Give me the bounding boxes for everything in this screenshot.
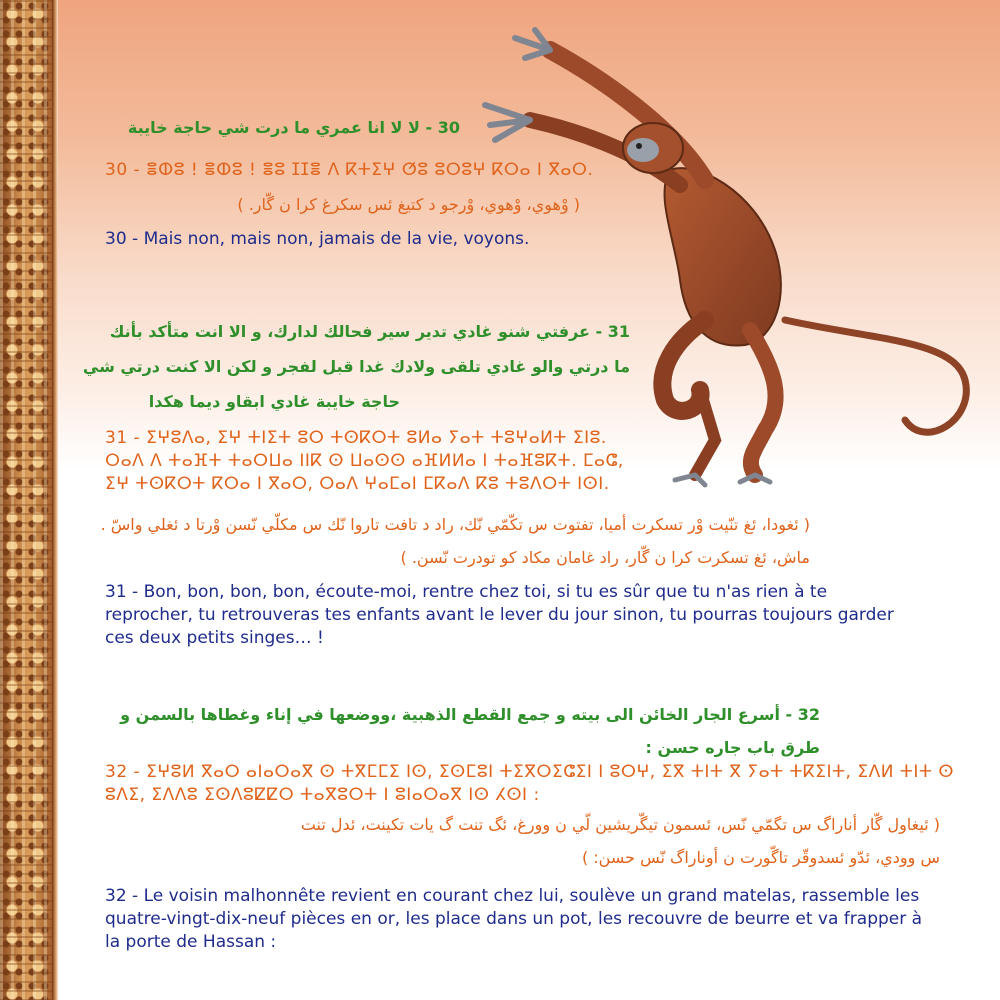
section31-berber-arabic-line2: ماش، ئغ تسكرت كرا ن گّار، راد غامان مكاد كو تودرت نّسن. ) xyxy=(400,548,810,567)
section30-arabic: 30 - لا لا انا عمري ما درت شي حاجة خايبة xyxy=(127,118,460,137)
section31-arabic-line3: حاجة خايبة غادي ابقاو ديما هكدا xyxy=(148,392,400,411)
section30-tifinagh: 30 - ⴻⵀⵓ ! ⴻⵀⵓ ! ⴻⵓ ⵊⵊⴻ ⴷ ⴽⵜⵉⵖ ⵚⵓ ⵓⵔⵓⵖ ⴽⵔⴰ ⵏ ⴳⴰⵔ. xyxy=(105,160,594,180)
border-edge xyxy=(52,0,58,1000)
ornamental-border xyxy=(0,0,52,1000)
section31-arabic-line2: ما درتي والو غادي تلقى ولادك غدا قبل لفجر و لكن الا كنت درتي شي xyxy=(82,357,630,376)
section32-berber-arabic-line2: س وودي، ئدّو ئسدوقّر تاگّورت ن أوناراگ نّس حسن: ) xyxy=(581,848,940,867)
section31-arabic-line1: 31 - عرفتي شنو غادي تدير سير فحالك لدارك، و الا انت متأكد بأنك xyxy=(109,322,630,341)
section31-french: 31 - Bon, bon, bon, bon, écoute-moi, rentre chez toi, si tu es sûr que tu n'as rien à te reprocher, tu retrouveras tes enfants avant le lever du jour sinon, tu pourras toujours garder ces deux petits singes… ! xyxy=(105,582,894,648)
section31-tifinagh-line3: ⵉⵖ ⵜⵙⴽⵔⵜ ⴽⵔⴰ ⵏ ⴳⴰⵔ, ⵔⴰⴷ ⵖⴰⵎⴰⵏ ⵎⴽⴰⴷ ⴽⵓ ⵜⵓⴷⵔⵜ ⵏⵙⵏ. xyxy=(105,474,610,494)
section31-tifinagh-line2: ⵔⴰⴷ ⴷ ⵜⴰⴼⵜ ⵜⴰⵔⵡⴰ ⵏⵏⴽ ⵙ ⵡⴰⵙⵙ ⴰⴼⵍⵍⴰ ⵏ ⵜⴰⴼⵓⴽⵜ. ⵎⴰⵛ, xyxy=(105,451,624,471)
monkey-illustration xyxy=(455,20,985,490)
section32-berber-arabic-line1: ( ئيغاول گّار أناراگ س تگمّي نّس، ئسمون تيگّريشين لّي ن وورغ، ئگ تنت گ يات تكينت، ئدل تنت xyxy=(300,815,940,834)
section32-arabic-line2: طرق باب جاره حسن : xyxy=(645,738,820,757)
section30-french: 30 - Mais non, mais non, jamais de la vie, voyons. xyxy=(105,229,530,249)
section31-berber-arabic-line1: ( ئغودا، ئغ تنّيت وْر تسكرت أميا، تفتوت س تكّمّي نّك، راد د تافت تاروا نّك س مكلّي نّسن وْرتا د ئغلي واسّ . xyxy=(100,515,810,534)
section32-tifinagh-line1: 32 - ⵉⵖⵓⵍ ⴳⴰⵔ ⴰⵏⴰⵔⴰⴳ ⵙ ⵜⴳⵎⵎⵉ ⵏⵙ, ⵉⵙⵎⵓⵏ ⵜⵉⴳⵔⵉⵛⵉⵏ ⵏ ⵓⵔⵖ, ⵉⴳ ⵜⵏⵜ ⴳ ⵢⴰⵜ ⵜⴽⵉⵏⵜ, ⵉⴷⵍ ⵜⵏⵜ ⵙ xyxy=(105,762,954,782)
section32-tifinagh-line2: ⵓⴷⵉ, ⵉⴷⴷⵓ ⵉⵙⴷⵓⵇⵇⵔ ⵜⴰⴳⵓⵔⵜ ⵏ ⵓⵏⴰⵔⴰⴳ ⵏⵙ ⵃⵙⵏ : xyxy=(105,785,540,805)
section32-arabic-line1: 32 - أسرع الجار الخائن الى بيته و جمع القطع الذهبية ،ووضعها في إناء وغطاها بالسمن و xyxy=(120,705,820,724)
section31-tifinagh-line1: 31 - ⵉⵖⵓⴷⴰ, ⵉⵖ ⵜⵏⵉⵜ ⵓⵔ ⵜⵙⴽⵔⵜ ⵓⵍⴰ ⵢⴰⵜ ⵜⵓⵖⴰⵍⵜ ⵉⵏⵓ. xyxy=(105,428,607,448)
section32-french: 32 - Le voisin malhonnête revient en courant chez lui, soulève un grand matelas, rassemble les quatre-vingt-dix-neuf pièces en or, les place dans un pot, les recouvre de beurre et va frapper à la porte de Hassan : xyxy=(105,886,923,952)
section30-berber-arabic: ( وْهوي، وْهوي، وْرجو د كتيغ ئس سكرغ كرا ن گّار. ) xyxy=(237,195,580,214)
